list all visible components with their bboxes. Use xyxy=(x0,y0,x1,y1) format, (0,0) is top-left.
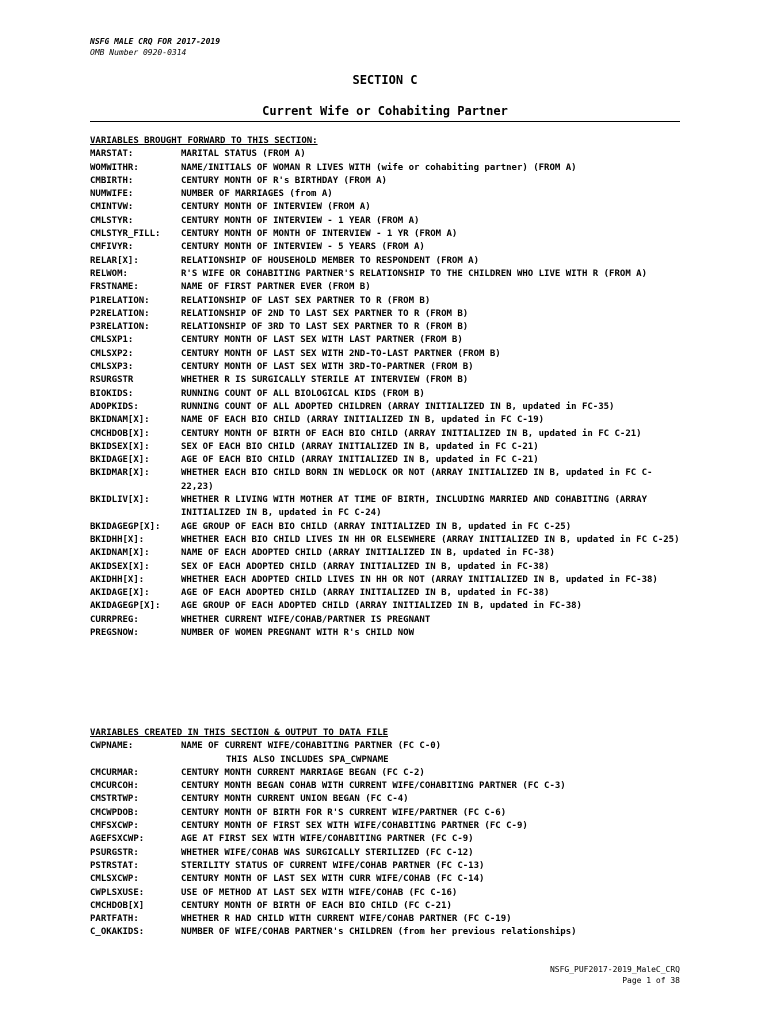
variable-name: BKIDHH[X]: xyxy=(90,534,145,545)
variable-row xyxy=(90,281,680,294)
variable-description: WHETHER WIFE/COHAB WAS SURGICALLY STERILIZED (FC C-12) xyxy=(181,847,474,858)
variable-row xyxy=(90,521,680,534)
variable-row xyxy=(90,820,680,833)
variable-name: AGEFSXCWP: xyxy=(90,834,145,845)
variable-description: CENTURY MONTH OF INTERVIEW - 1 YEAR (FROM A) xyxy=(181,215,420,226)
variable-description: NAME OF FIRST PARTNER EVER (FROM B) xyxy=(181,282,371,293)
variable-description: CENTURY MONTH BEGAN COHAB WITH CURRENT WIFE/COHABITING PARTNER (FC C-3) xyxy=(181,781,566,792)
variable-row xyxy=(90,873,680,886)
variable-name: CMLSXP3: xyxy=(90,362,134,373)
variable-description: NAME/INITIALS OF WOMAN R LIVES WITH (wife or cohabiting partner) (FROM A) xyxy=(181,162,577,173)
variable-description: CENTURY MONTH OF LAST SEX WITH 2ND-TO-LAST PARTNER (FROM B) xyxy=(181,348,501,359)
created-list xyxy=(90,767,680,940)
variable-row xyxy=(90,414,680,427)
variable-name: CMLSXP1: xyxy=(90,335,134,346)
variable-description: RELATIONSHIP OF HOUSEHOLD MEMBER TO RESPONDENT (FROM A) xyxy=(181,255,480,266)
variable-name: CMCHDOB[X] xyxy=(90,900,145,911)
variable-description: CENTURY MONTH OF MONTH OF INTERVIEW - 1 YR (FROM A) xyxy=(181,229,458,240)
variable-row xyxy=(90,441,680,454)
variable-row xyxy=(90,228,680,241)
variable-name: AKIDHH[X]: xyxy=(90,574,145,585)
variable-description: CENTURY MONTH OF BIRTH OF EACH BIO CHILD (ARRAY INITIALIZED IN B, updated in FC C-21) xyxy=(181,428,642,439)
variable-description: USE OF METHOD AT LAST SEX WITH WIFE/COHAB (FC C-16) xyxy=(181,887,458,898)
variable-name: CMINTVW: xyxy=(90,202,134,213)
variable-row xyxy=(90,587,680,600)
variable-name: CMLSXP2: xyxy=(90,348,134,359)
variable-name: BKIDSEX[X]: xyxy=(90,441,150,452)
variable-description: STERILITY STATUS OF CURRENT WIFE/COHAB PARTNER (FC C-13) xyxy=(181,860,485,871)
variable-name: WOMWITHR: xyxy=(90,162,139,173)
variable-name: P1RELATION: xyxy=(90,295,150,306)
variable-description: AGE GROUP OF EACH ADOPTED CHILD (ARRAY INITIALIZED IN B, updated in FC-38) xyxy=(181,601,582,612)
variable-row xyxy=(90,201,680,214)
variable-row xyxy=(90,547,680,560)
variable-description: NUMBER OF MARRIAGES (from A) xyxy=(181,189,333,200)
variable-description: WHETHER R HAD CHILD WITH CURRENT WIFE/COHAB PARTNER (FC C-19) xyxy=(181,914,512,925)
variable-description: RELATIONSHIP OF 2ND TO LAST SEX PARTNER TO R (FROM B) xyxy=(181,308,469,319)
variable-row xyxy=(90,188,680,201)
variable-description: WHETHER EACH BIO CHILD BORN IN WEDLOCK OR NOT (ARRAY INITIALIZED IN B, updated in FC C-22,23) xyxy=(181,468,653,492)
variable-description: CENTURY MONTH OF LAST SEX WITH 3RD-TO-PARTNER (FROM B) xyxy=(181,362,474,373)
variable-name: CMLSTYR_FILL: xyxy=(90,229,161,240)
variable-row xyxy=(90,148,680,161)
variable-row xyxy=(90,574,680,587)
variable-name: RSURGSTR xyxy=(90,375,134,386)
variable-name: CMLSTYR: xyxy=(90,215,134,226)
variable-description: RELATIONSHIP OF 3RD TO LAST SEX PARTNER TO R (FROM B) xyxy=(181,322,469,333)
variable-description: SEX OF EACH BIO CHILD (ARRAY INITIALIZED IN B, updated in FC C-21) xyxy=(181,441,539,452)
variable-name: CMBIRTH: xyxy=(90,175,134,186)
variable-description: CENTURY MONTH OF BIRTH FOR R'S CURRENT WIFE/PARTNER (FC C-6) xyxy=(181,807,507,818)
variable-description: CENTURY MONTH CURRENT UNION BEGAN (FC C-4) xyxy=(181,794,409,805)
variable-row xyxy=(90,561,680,574)
variable-description: CENTURY MONTH OF BIRTH OF EACH BIO CHILD (FC C-21) xyxy=(181,900,452,911)
variable-description: CENTURY MONTH OF LAST SEX WITH CURR WIFE/COHAB (FC C-14) xyxy=(181,874,485,885)
title-rule xyxy=(90,121,680,122)
created-note: THIS ALSO INCLUDES SPA_CWPNAME xyxy=(226,754,389,765)
variable-description: CENTURY MONTH OF FIRST SEX WITH WIFE/COHABITING PARTNER (FC C-9) xyxy=(181,821,528,832)
variable-name: CMCURMAR: xyxy=(90,767,139,778)
variable-name: P2RELATION: xyxy=(90,308,150,319)
omb-number: OMB Number 0920-0314 xyxy=(90,48,187,57)
variable-name: AKIDNAM[X]: xyxy=(90,548,150,559)
variable-description: MARITAL STATUS (FROM A) xyxy=(181,149,306,160)
variable-name: CMFIVYR: xyxy=(90,242,134,253)
variable-row xyxy=(90,833,680,846)
footer-page-number: Page 1 of 38 xyxy=(622,976,680,985)
variable-row xyxy=(90,388,680,401)
variable-description: SEX OF EACH ADOPTED CHILD (ARRAY INITIALIZED IN B, updated in FC-38) xyxy=(181,561,550,572)
variable-row xyxy=(90,887,680,900)
variable-name: CMCWPDOB: xyxy=(90,807,139,818)
variable-name: NUMWIFE: xyxy=(90,189,134,200)
variable-name: CMLSXCWP: xyxy=(90,874,139,885)
section-subtitle: Current Wife or Cohabiting Partner xyxy=(262,104,508,118)
variable-name: PARTFATH: xyxy=(90,914,139,925)
variable-description: WHETHER CURRENT WIFE/COHAB/PARTNER IS PREGNANT xyxy=(181,614,431,625)
variable-description: RELATIONSHIP OF LAST SEX PARTNER TO R (FROM B) xyxy=(181,295,431,306)
variable-description: NAME OF EACH BIO CHILD (ARRAY INITIALIZED IN B, updated in FC C-19) xyxy=(181,415,545,426)
variable-row xyxy=(90,900,680,913)
variable-name: BKIDNAM[X]: xyxy=(90,415,150,426)
variable-row xyxy=(90,534,680,547)
variable-name: CWPNAME: xyxy=(90,741,134,752)
variable-row xyxy=(90,241,680,254)
variable-row xyxy=(90,308,680,321)
variable-row xyxy=(90,255,680,268)
variable-name: PREGSNOW: xyxy=(90,627,139,638)
variable-description: CENTURY MONTH OF INTERVIEW (FROM A) xyxy=(181,202,371,213)
variable-description: CENTURY MONTH CURRENT MARRIAGE BEGAN (FC C-2) xyxy=(181,767,425,778)
variable-row xyxy=(90,374,680,387)
variable-description: CENTURY MONTH OF LAST SEX WITH LAST PARTNER (FROM B) xyxy=(181,335,463,346)
variable-name: P3RELATION: xyxy=(90,322,150,333)
variable-description: WHETHER R LIVING WITH MOTHER AT TIME OF BIRTH, INCLUDING MARRIED AND COHABITING (ARRAY INITIALIZED IN B, updated in FC C-24) xyxy=(181,495,647,519)
brought-forward-list xyxy=(90,148,680,640)
variable-name: ADOPKIDS: xyxy=(90,401,139,412)
variable-name: CMCURCOH: xyxy=(90,781,139,792)
variable-row xyxy=(90,847,680,860)
variable-description: AGE OF EACH ADOPTED CHILD (ARRAY INITIALIZED IN B, updated in FC-38) xyxy=(181,588,550,599)
variable-name: CMCHDOB[X]: xyxy=(90,428,150,439)
variable-name: AKIDSEX[X]: xyxy=(90,561,150,572)
footer-filename: NSFG_PUF2017-2019_MaleC_CRQ xyxy=(549,965,680,974)
variable-name: BKIDAGEGP[X]: xyxy=(90,521,161,532)
created-heading: VARIABLES CREATED IN THIS SECTION & OUTPUT TO DATA FILE xyxy=(90,728,389,738)
variable-row xyxy=(90,740,680,753)
variable-row xyxy=(90,926,680,939)
variable-description: WHETHER EACH ADOPTED CHILD LIVES IN HH OR NOT (ARRAY INITIALIZED IN B, updated in FC-38) xyxy=(181,574,658,585)
variable-row xyxy=(90,428,680,441)
variable-name: BKIDLIV[X]: xyxy=(90,495,150,506)
variable-row xyxy=(90,454,680,467)
variable-name: FRSTNAME: xyxy=(90,282,139,293)
variable-name: CURRPREG: xyxy=(90,614,139,625)
variable-row xyxy=(90,913,680,926)
variable-row xyxy=(90,348,680,361)
variable-row xyxy=(90,175,680,188)
variable-name: BKIDAGE[X]: xyxy=(90,455,150,466)
variable-name: CWPLSXUSE: xyxy=(90,887,145,898)
variable-row xyxy=(90,215,680,228)
brought-forward-block xyxy=(90,135,680,640)
variable-description: NAME OF EACH ADOPTED CHILD (ARRAY INITIALIZED IN B, updated in FC-38) xyxy=(181,548,555,559)
variable-row xyxy=(90,767,680,780)
variable-row xyxy=(90,780,680,793)
variable-row xyxy=(90,321,680,334)
variable-description: AGE GROUP OF EACH BIO CHILD (ARRAY INITIALIZED IN B, updated in FC C-25) xyxy=(181,521,572,532)
variable-name: AKIDAGEGP[X]: xyxy=(90,601,161,612)
variable-row xyxy=(90,162,680,175)
variable-description: WHETHER R IS SURGICALLY STERILE AT INTERVIEW (FROM B) xyxy=(181,375,469,386)
created-block xyxy=(90,727,680,940)
variable-row xyxy=(90,807,680,820)
variable-name: C_OKAKIDS: xyxy=(90,927,145,938)
variable-row xyxy=(90,860,680,873)
variable-description: R'S WIFE OR COHABITING PARTNER'S RELATIONSHIP TO THE CHILDREN WHO LIVE WITH R (FROM A) xyxy=(181,268,647,279)
document-title: NSFG MALE CRQ FOR 2017-2019 xyxy=(90,37,221,46)
variable-row xyxy=(90,614,680,627)
variable-description: CENTURY MONTH OF INTERVIEW - 5 YEARS (FROM A) xyxy=(181,242,425,253)
variable-row xyxy=(90,467,680,494)
variable-row xyxy=(90,600,680,613)
variable-description: NUMBER OF WOMEN PREGNANT WITH R's CHILD NOW xyxy=(181,627,414,638)
brought-forward-heading: VARIABLES BROUGHT FORWARD TO THIS SECTION: xyxy=(90,136,318,146)
variable-description: CENTURY MONTH OF R's BIRTHDAY (FROM A) xyxy=(181,175,387,186)
variable-name: BIOKIDS: xyxy=(90,388,134,399)
variable-description: AGE OF EACH BIO CHILD (ARRAY INITIALIZED IN B, updated in FC C-21) xyxy=(181,455,539,466)
variable-name: RELAR[X]: xyxy=(90,255,139,266)
section-heading: SECTION C xyxy=(352,73,418,87)
variable-row xyxy=(90,334,680,347)
variable-description: RUNNING COUNT OF ALL BIOLOGICAL KIDS (FROM B) xyxy=(181,388,425,399)
variable-name: BKIDMAR[X]: xyxy=(90,468,150,479)
variable-name: PSTRSTAT: xyxy=(90,860,139,871)
variable-description: RUNNING COUNT OF ALL ADOPTED CHILDREN (ARRAY INITIALIZED IN B, updated in FC-35) xyxy=(181,401,615,412)
variable-name: PSURGSTR: xyxy=(90,847,139,858)
variable-row xyxy=(90,295,680,308)
variable-description: WHETHER EACH BIO CHILD LIVES IN HH OR ELSEWHERE (ARRAY INITIALIZED IN B, updated in FC C-25) xyxy=(181,534,680,545)
variable-row xyxy=(90,627,680,640)
variable-row xyxy=(90,361,680,374)
variable-row xyxy=(90,401,680,414)
variable-description: NAME OF CURRENT WIFE/COHABITING PARTNER (FC C-0) xyxy=(181,741,442,752)
variable-name: RELWOM: xyxy=(90,268,128,279)
variable-name: MARSTAT: xyxy=(90,149,134,160)
variable-row xyxy=(90,494,680,521)
variable-name: CMFSXCWP: xyxy=(90,821,139,832)
variable-name: AKIDAGE[X]: xyxy=(90,588,150,599)
variable-description: AGE AT FIRST SEX WITH WIFE/COHABITING PARTNER (FC C-9) xyxy=(181,834,474,845)
variable-row xyxy=(90,268,680,281)
variable-name: CMSTRTWP: xyxy=(90,794,139,805)
variable-row xyxy=(90,793,680,806)
variable-description: NUMBER OF WIFE/COHAB PARTNER's CHILDREN (from her previous relationships) xyxy=(181,927,577,938)
